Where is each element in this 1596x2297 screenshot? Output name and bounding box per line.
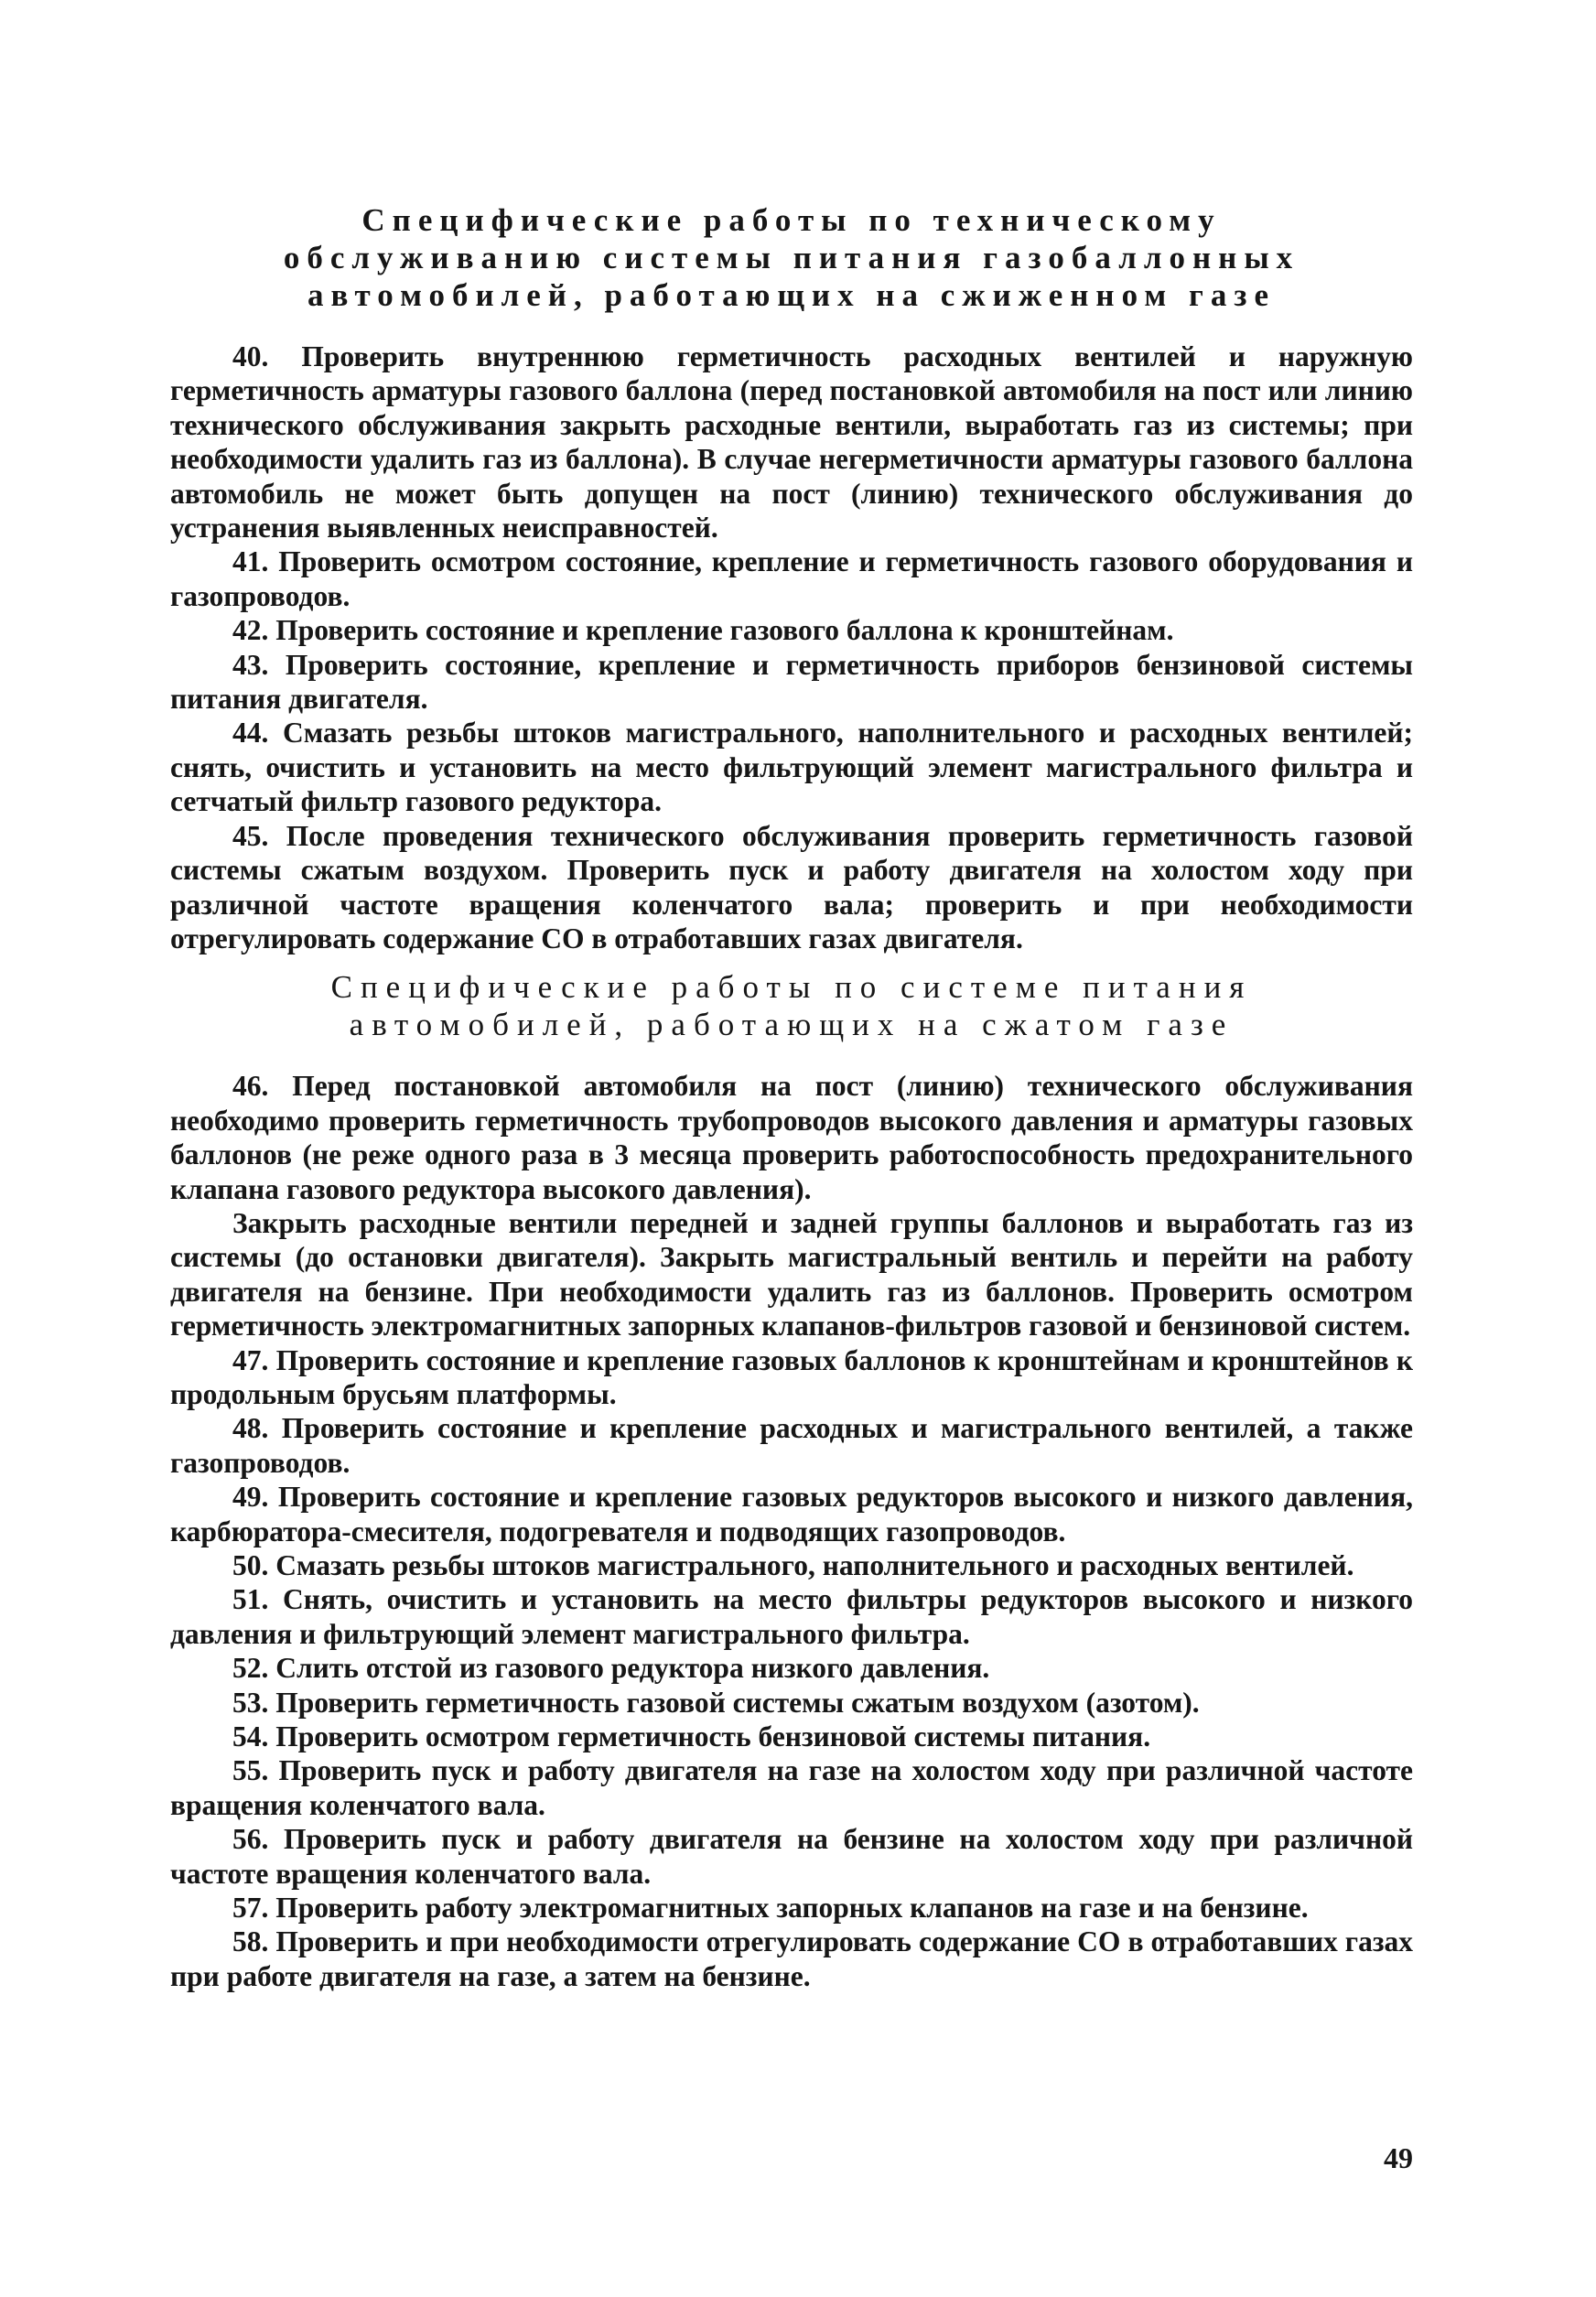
paragraph-item-40: 40. Проверить внутреннюю герметичность расходных вентилей и наружную герметичность арматуры газового баллона (перед постановкой автомобиля на пост или линию технического обслуживания закрыть расходные вентили, выработать газ из системы; при необходимости удалить газ из баллона). В случае негерметичности арматуры газового баллона автомобиль не может быть допущен на пост (линию) технического обслуживания до устранения выявленных неисправностей. [170, 340, 1413, 545]
paragraph-item-46: 46. Перед постановкой автомобиля на пост (линию) технического обслуживания необходимо проверить герметичность трубопроводов высокого давления и арматуры газовых баллонов (не реже одного раза в 3 месяца проверить работоспособность предохранительного клапана газового редуктора высокого давления). [170, 1070, 1413, 1205]
section-body-compressed-gas [170, 1069, 1413, 1993]
paragraph-item-55: 55. Проверить пуск и работу двигателя на газе на холостом ходу при различной частоте вращения коленчатого вала. [170, 1754, 1413, 1821]
heading-line: автомобилей, работающих на сжатом газе [349, 1007, 1235, 1043]
heading-line: Специфические работы по системе питания [330, 969, 1253, 1006]
paragraph-item-50: 50. Смазать резьбы штоков магистрального, наполнительного и расходных вентилей. [232, 1549, 1354, 1581]
paragraph-item-49: 49. Проверить состояние и крепление газовых редукторов высокого и низкого давления, карбюратора-смесителя, подогревателя и подводящих газопроводов. [170, 1481, 1413, 1548]
heading-line: автомобилей, работающих на сжиженном газе [307, 277, 1277, 313]
heading-line: обслуживанию системы питания газобаллонных [283, 240, 1300, 275]
paragraph-item-47: 47. Проверить состояние и крепление газовых баллонов к кронштейнам и кронштейнов к продольным брусьям платформы. [170, 1343, 1413, 1410]
text-column [170, 201, 1413, 1993]
paragraph-item-45: 45. После проведения технического обслуживания проверить герметичность газовой системы сжатым воздухом. Проверить пуск и работу двигателя на холостом ходу при различной частоте вращения коленчатого вала; проверить и при необходимости отрегулировать содержание CO в отработавших газах двигателя. [170, 819, 1413, 954]
section-body-liquefied-gas [170, 340, 1413, 955]
paragraph-item-53: 53. Проверить герметичность газовой системы сжатым воздухом (азотом). [232, 1686, 1200, 1719]
paragraph-item-48: 48. Проверить состояние и крепление расходных и магистрального вентилей, а также газопроводов. [170, 1412, 1413, 1479]
paragraph-item-52: 52. Слить отстой из газового редуктора низкого давления. [232, 1652, 990, 1685]
paragraph-item-56: 56. Проверить пуск и работу двигателя на бензине на холостом ходу при различной частоте вращения коленчатого вала. [170, 1823, 1413, 1890]
section-heading-liquefied-gas [170, 201, 1413, 314]
paragraph-item-42: 42. Проверить состояние и крепление газового баллона к кронштейнам. [232, 614, 1174, 647]
paragraph-item-57: 57. Проверить работу электромагнитных запорных клапанов на газе и на бензине. [232, 1892, 1309, 1925]
paragraph-item-54: 54. Проверить осмотром герметичность бензиновой системы питания. [232, 1720, 1151, 1753]
paragraph-item-41: 41. Проверить осмотром состояние, крепление и герметичность газового оборудования и газопроводов. [170, 545, 1413, 612]
paragraph-item-44: 44. Смазать резьбы штоков магистрального, наполнительного и расходных вентилей; снять, очистить и установить на место фильтрующий элемент магистрального фильтра и сетчатый фильтр газового редуктора. [170, 717, 1413, 818]
paragraph-item-46-continued: Закрыть расходные вентили передней и задней группы баллонов и выработать газ из системы (до остановки двигателя). Закрыть магистральный вентиль и перейти на работу двигателя на бензине. При необходимости удалить газ из баллонов. Проверить осмотром герметичность электромагнитных запорных клапанов-фильтров газовой и бензиновой систем. [170, 1206, 1413, 1343]
paragraph-item-43: 43. Проверить состояние, крепление и герметичность приборов бензиновой системы питания двигателя. [170, 648, 1413, 716]
heading-line: Специфические работы по техническому [361, 202, 1222, 238]
page-number: 49 [1384, 2141, 1413, 2174]
paragraph-item-51: 51. Снять, очистить и установить на место фильтры редукторов высокого и низкого давления и фильтрующий элемент магистрального фильтра. [170, 1583, 1413, 1650]
section-heading-compressed-gas [170, 968, 1413, 1043]
paragraph-item-58: 58. Проверить и при необходимости отрегулировать содержание CO в отработавших газах при работе двигателя на газе, а затем на бензине. [170, 1925, 1413, 1992]
